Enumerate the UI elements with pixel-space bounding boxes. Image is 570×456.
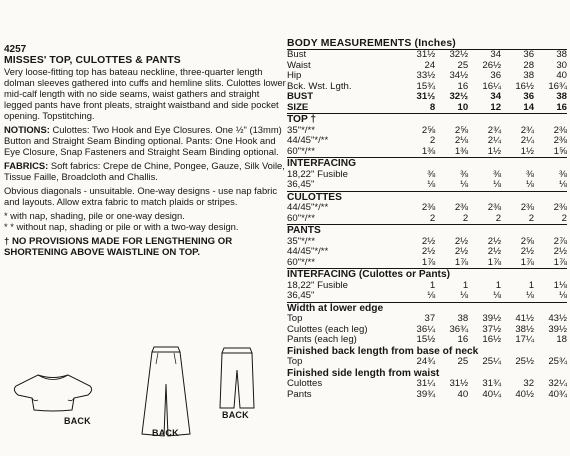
size-value: 2 [429, 212, 436, 224]
row-label: 60"*/** [287, 212, 315, 224]
section-title: INTERFACING [287, 158, 567, 170]
size-value: ⅛ [558, 290, 567, 301]
measurement-row [287, 390, 567, 401]
size-value: 24 [424, 59, 436, 71]
without-nap-note: * * without nap, shading or pile or with a two-way design. [4, 221, 239, 232]
size-value: 31¾ [482, 378, 502, 389]
size-value: 16¾ [548, 80, 567, 92]
top-back-sketch [8, 370, 98, 415]
row-label: 44/45"*/** [287, 135, 329, 146]
measurements-table [287, 49, 567, 400]
size-value: 43½ [548, 313, 567, 324]
size-value: 39½ [482, 313, 502, 324]
size-value: 2¼ [520, 135, 535, 146]
notions-section [4, 124, 286, 157]
sketch-label-culottes: BACK [152, 428, 179, 438]
row-label: 18,22" Fusible [287, 279, 349, 291]
size-value: 15½ [416, 334, 436, 345]
size-value: 16½ [482, 334, 502, 345]
size-value: 16½ [515, 80, 535, 92]
size-value: ⅛ [427, 290, 436, 301]
size-value: 1 [495, 279, 502, 291]
size-value: 34 [490, 91, 502, 102]
size-value: 2⅜ [553, 135, 567, 146]
size-value: 1⅞ [421, 256, 436, 268]
measurement-row [287, 71, 567, 82]
size-value: 25 [457, 356, 469, 367]
pattern-info-column [4, 44, 286, 258]
size-value: 36 [523, 91, 535, 102]
size-value: 31½ [416, 91, 436, 102]
size-value: 1⅞ [454, 256, 469, 268]
size-value: 39½ [548, 323, 567, 335]
fabric-diagonals-note: Obvious diagonals - unsuitable. One-way designs - use nap fabric and layouts. Allow extra fabric to match plaids or stripes. [4, 185, 278, 207]
size-value: 2¼ [487, 135, 502, 146]
size-value: 2⅝ [520, 235, 535, 247]
size-value: ⅛ [460, 179, 469, 190]
size-value: 36¼ [416, 323, 436, 335]
lengthening-warning: † NO PROVISIONS MADE FOR LENGTHENING OR SHORTENING ABOVE WAISTLINE ON TOP. [4, 236, 233, 258]
measurement-row [287, 203, 567, 214]
size-value: 16¼ [482, 80, 502, 92]
section-header [287, 158, 567, 170]
size-value: ⅛ [493, 179, 502, 190]
row-label: 60"*/** [287, 145, 315, 157]
size-value: ⅜ [460, 168, 469, 180]
pattern-description: Very loose-fitting top has bateau neckline, three-quarter length dolman sleeves gathered into cuffs and hemline slits. Culottes lower mid-calf length with no side seams, waist gathers and straight legged pants have front pleats, straight waistband and side pocket opening. Topstitching. [4, 66, 286, 121]
size-value: 41½ [515, 313, 535, 324]
size-value: 18 [556, 334, 567, 345]
section-title: Finished side length from waist [287, 367, 440, 379]
size-value: 25½ [515, 356, 535, 367]
row-label: 44/45"*/** [287, 202, 329, 213]
section-header [287, 114, 567, 126]
size-value: 1⅜ [421, 145, 436, 157]
row-label: Culottes (each leg) [287, 323, 368, 335]
size-value: 36¾ [449, 323, 469, 335]
size-value: 32½ [435, 50, 468, 61]
size-value: 34½ [449, 70, 469, 81]
notions-label: NOTIONS: [4, 124, 50, 135]
measurement-row [287, 92, 567, 103]
measurement-row [287, 50, 567, 61]
sketch-label-pants: BACK [222, 410, 249, 420]
size-value: 2¾ [487, 124, 502, 136]
size-value: ⅛ [493, 290, 502, 301]
size-value: 16 [457, 334, 469, 345]
size-value: ⅛ [460, 290, 469, 301]
size-value: 40¾ [548, 388, 567, 400]
size-value: 2 [561, 212, 567, 224]
size-value: 17¼ [515, 334, 535, 345]
size-value: 2⅝ [421, 124, 436, 136]
size-value: 25¼ [482, 356, 502, 367]
body-measurements-title: BODY MEASUREMENTS (Inches) [287, 38, 456, 49]
size-value: 1½ [487, 145, 502, 157]
size-value: 38 [556, 91, 567, 102]
size-value: ⅛ [526, 179, 535, 190]
size-value: 2⅜ [553, 124, 567, 136]
size-value: 2⅝ [454, 124, 469, 136]
size-value: 2 [429, 135, 436, 146]
measurements-column [287, 38, 567, 400]
size-value: 1⅛ [553, 279, 567, 291]
row-label: BUST [287, 91, 314, 102]
size-value: 1 [528, 279, 535, 291]
size-value: 38 [523, 70, 535, 81]
measurement-row [287, 291, 567, 302]
nap-note: * with nap, shading, pile or one-way design. [4, 210, 185, 221]
fabrics-text: Soft fabrics: Crepe de Chine, Pongee, Gauze, Silk Voile, Tissue Faille, Broadcloth and Challis. [4, 160, 285, 182]
size-value: 26½ [482, 59, 502, 71]
size-value: 39¾ [416, 388, 436, 400]
size-value: 2½ [454, 235, 469, 247]
size-value: 1⅞ [520, 256, 535, 268]
size-value: 1⅜ [454, 145, 469, 157]
size-value: 25¾ [548, 356, 567, 367]
measurement-row [287, 103, 567, 114]
row-label: Waist [287, 59, 311, 71]
size-value: 2⅜ [553, 202, 567, 213]
row-label: SIZE [287, 101, 309, 113]
size-value: 40½ [515, 388, 535, 400]
size-value: 2½ [520, 246, 535, 257]
row-label: Bck. Wst. Lgth. [287, 80, 352, 92]
pattern-number: 4257 [4, 44, 27, 55]
size-value: ⅜ [558, 168, 567, 180]
measurement-row [287, 357, 567, 368]
fabrics-section [4, 160, 286, 182]
section-title: CULOTTES [287, 191, 567, 203]
row-label: 35"*/** [287, 124, 315, 136]
size-value: 1⅞ [553, 256, 567, 268]
size-value: 2¾ [520, 124, 535, 136]
sketch-label-top: BACK [64, 416, 91, 426]
row-label: Pants (each leg) [287, 334, 357, 345]
measurement-row [287, 180, 567, 191]
size-value: 34 [468, 50, 501, 61]
size-value: 28 [523, 59, 535, 71]
size-value: 40 [457, 388, 469, 400]
size-value: 2⅞ [553, 235, 567, 247]
row-label: Top [287, 313, 303, 324]
size-value: 14 [523, 101, 535, 113]
size-value: 32¼ [548, 378, 567, 389]
size-value: 31½ [449, 378, 469, 389]
row-label: Top [287, 356, 303, 367]
size-value: 25 [457, 59, 469, 71]
size-value: 1½ [520, 145, 535, 157]
row-label: 18,22" Fusible [287, 168, 349, 180]
size-value: 2½ [553, 246, 567, 257]
size-value: 40¼ [482, 388, 502, 400]
notions-text: Culottes: Two Hook and Eye Closures. One ½" (13mm) Button and Straight Seam Binding optional. Pants: One Hook and Eye Closure, Snap Fasteners and Straight Seam Binding optional. [4, 124, 282, 157]
size-value: 32 [523, 378, 535, 389]
size-value: 33½ [416, 70, 436, 81]
size-value: 16 [457, 80, 469, 92]
size-value: 31¼ [416, 378, 436, 389]
pants-back-sketch [212, 345, 262, 410]
size-value: 2⅛ [454, 135, 469, 146]
measurement-row [287, 247, 567, 258]
size-value: 15¾ [416, 80, 436, 92]
size-value: ⅛ [526, 290, 535, 301]
row-label: 36,45" [287, 179, 315, 190]
size-value: 1 [429, 279, 436, 291]
size-value: 37 [424, 313, 436, 324]
size-value: 36 [501, 50, 534, 61]
measurement-row [287, 314, 567, 325]
size-value: 2⅜ [520, 202, 535, 213]
section-header [287, 225, 567, 237]
row-label: Bust [287, 50, 402, 61]
size-value: 2½ [421, 246, 436, 257]
size-value: 2⅜ [487, 202, 502, 213]
size-value: 2½ [421, 235, 436, 247]
measurement-row [287, 258, 567, 269]
size-value: 2½ [454, 246, 469, 257]
row-label: Pants [287, 388, 312, 400]
row-label: 35"*/** [287, 235, 315, 247]
section-title: Finished back length from base of neck [287, 345, 479, 357]
size-value: 24¾ [416, 356, 436, 367]
section-title: Width at lower edge [287, 302, 567, 314]
size-value: ⅜ [493, 168, 502, 180]
size-value: 2 [495, 212, 502, 224]
section-title: PANTS [287, 225, 567, 237]
measurement-row [287, 214, 567, 225]
row-label: 44/45"*/** [287, 246, 329, 257]
size-value: 38 [534, 50, 567, 61]
size-value: 2 [528, 212, 535, 224]
size-value: 12 [490, 101, 502, 113]
size-value: 10 [457, 101, 469, 113]
size-value: 37½ [482, 323, 502, 335]
section-title: INTERFACING (Culottes or Pants) [287, 269, 567, 281]
size-value: 16 [556, 101, 567, 113]
size-value: 31½ [402, 50, 435, 61]
size-value: 36 [490, 70, 502, 81]
section-header [287, 269, 567, 281]
size-value: 30 [556, 59, 567, 71]
row-label: 60"*/** [287, 256, 315, 268]
size-value: 2½ [487, 246, 502, 257]
size-value: 2½ [487, 235, 502, 247]
size-value: 1⅞ [487, 256, 502, 268]
row-label: Culottes [287, 378, 323, 389]
size-value: ⅜ [526, 168, 535, 180]
size-value: 1⅝ [553, 145, 567, 157]
measurement-row [287, 379, 567, 390]
measurement-row [287, 147, 567, 158]
size-value: 8 [429, 101, 436, 113]
pattern-title: MISSES' TOP, CULOTTES & PANTS [4, 55, 181, 66]
measurement-row [287, 136, 567, 147]
size-value: 40 [556, 70, 567, 81]
size-value: 38½ [515, 323, 535, 335]
size-value: ⅜ [427, 168, 436, 180]
size-value: ⅛ [558, 179, 567, 190]
row-label: Hip [287, 70, 302, 81]
section-title: TOP † [287, 114, 567, 126]
size-value: 2 [462, 212, 469, 224]
culottes-back-sketch [136, 344, 196, 439]
size-value: 2⅜ [454, 202, 469, 213]
size-value: 38 [457, 313, 469, 324]
size-value: 1 [462, 279, 469, 291]
fabrics-label: FABRICS: [4, 160, 49, 171]
row-label: 36,45" [287, 290, 315, 301]
size-value: 32½ [449, 91, 469, 102]
measurement-row [287, 335, 567, 346]
size-value: 2⅜ [421, 202, 436, 213]
size-value: ⅛ [427, 179, 436, 190]
